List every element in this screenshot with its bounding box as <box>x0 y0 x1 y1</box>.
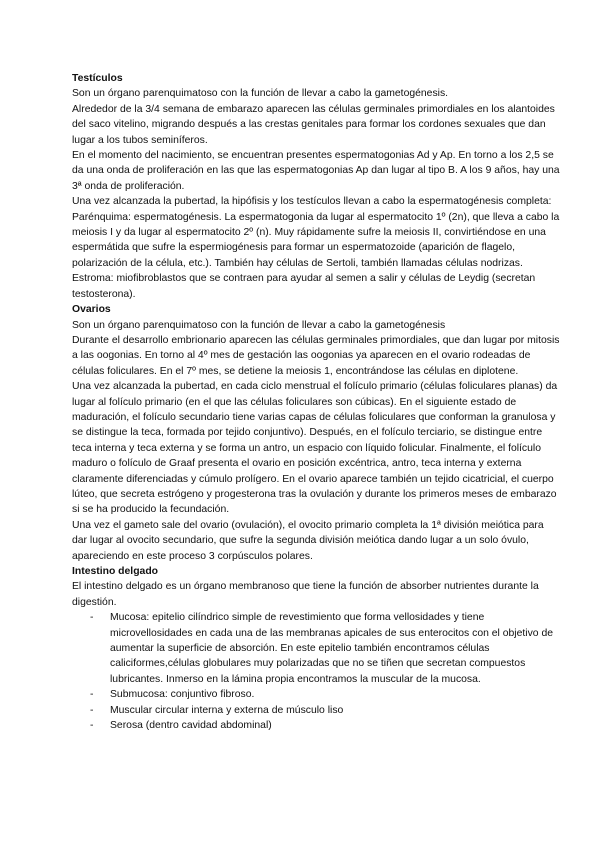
paragraph: Estroma: miofibroblastos que se contraen para ayudar al semen a salir y células de Leydig (secretan testosterona). <box>72 273 536 300</box>
list-item: - Serosa (dentro cavidad abdominal) <box>90 718 560 733</box>
intestine-layers-list <box>72 610 560 733</box>
paragraph: Son un órgano parenquimatoso con la función de llevar a cabo la gametogénesis. <box>72 88 449 100</box>
paragraph: Una vez el gameto sale del ovario (ovulación), el ovocito primario completa la 1ª división meiótica para dar lugar al ovocito secundario, que sufre la segunda división meiótica dando lugar a un solo óvulo, apareciendo en este proceso 3 corpúsculos polares. <box>72 519 544 562</box>
paragraph: El intestino delgado es un órgano membranoso que tiene la función de absorber nutrientes durante la digestión. <box>72 581 539 608</box>
paragraph: Alrededor de la 3/4 semana de embarazo aparecen las células germinales primordiales en los alantoides del saco vitelino, migrando después a las crestas genitales para formar los cordones sexuales que dan lugar a los tubos seminíferos. <box>72 103 555 146</box>
paragraph: Una vez alcanzada la pubertad, en cada ciclo menstrual el folículo primario (células foliculares planas) da lugar al folículo primario (en el que las células foliculares son cúbicas). En el siguiente estado de maduración, el folículo secundario tiene varias capas de células foliculares que conforman la granulosa y se distingue la teca, formada por tejido conjuntivo). Después, en el folículo terciario, se distingue entre teca interna y teca externa y se forma un antro, un espacio con líquido folicular. Finalmente, el folículo maduro o folículo de Graaf presenta el ovario en posición excéntrica, antro, teca interna y externa claramente diferenciadas y cúmulo prolígero. En el ovario aparece también un tejido cicatricial, el cuerpo lúteo, que secreta estrógeno y progesterona tras la ovulación y durante los primeros meses de embarazo si se ha producido la fecundación. <box>72 381 558 516</box>
paragraph: Una vez alcanzada la pubertad, la hipófisis y los testículos llevan a cabo la espermatogénesis completa: <box>72 196 552 208</box>
section-heading-ovarios: Ovarios <box>72 304 111 316</box>
list-item: - Muscular circular interna y externa de músculo liso <box>90 703 560 718</box>
list-item: - Mucosa: epitelio cilíndrico simple de revestimiento que forma vellosidades y tiene microvellosidades en cada una de las membranas apicales de sus enterocitos con el objetivo de aumentar la superficie de absorción. En este epitelio también encontramos células caliciformes,células globulares muy polarizadas que no se tiñen que secretan compuestos lubricantes. Inmerso en la lámina propia encontramos la muscular de la mucosa. <box>90 610 560 687</box>
paragraph: En el momento del nacimiento, se encuentran presentes espermatogonias Ad y Ap. En torno a los 2,5 se da una onda de proliferación en las que las espermatogonias Ap dan lugar al tipo B. A los 9 años, hay una 3ª onda de proliferación. <box>72 150 560 192</box>
paragraph: Durante el desarrollo embrionario aparecen las células germinales primordiales, que dan lugar por mitosis a las oogonias. En torno al 4º mes de gestación las oogonias ya aparecen en el ovario rodeadas de células foliculares. En el 7º mes, se detiene la meiosis 1, encontrándose las células en diplotene. <box>72 334 560 377</box>
section-heading-intestino: Intestino delgado <box>72 566 159 577</box>
paragraph: Parénquima: espermatogénesis. La espermatogonia da lugar al espermatocito 1º (2n), que lleva a cabo la meiosis I y da lugar al espermatocito 2º (n). Muy rápidamente sufre la meiosis II, convirtiéndose en una espermátida que sufre la espermiogénesis para formar un espermatozoide (aparición de flagelo, polarización de la célula, etc.). También hay células de Sertoli, también llamadas células nodrizas. <box>72 211 560 269</box>
paragraph: Son un órgano parenquimatoso con la función de llevar a cabo la gametogénesis <box>72 319 446 331</box>
list-item: - Submucosa: conjuntivo fibroso. <box>90 687 560 702</box>
section-heading-testiculos: Testículos <box>72 73 123 84</box>
